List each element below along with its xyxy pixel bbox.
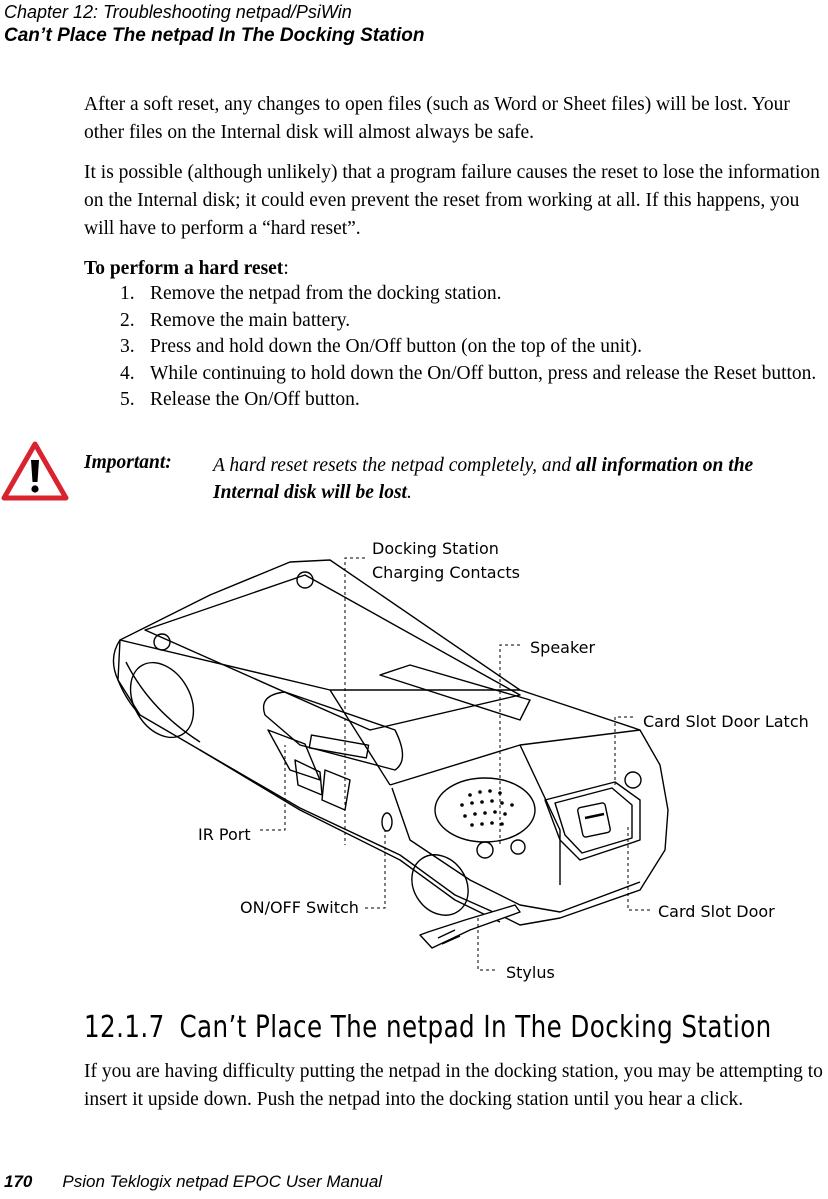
paragraph-docking-help: If you are having difficulty putting the netpad in the docking station, you may be attempting to insert it upside down. Push the netpad into the docking station until you hear a click. bbox=[84, 1061, 823, 1110]
step-text: Release the On/Off button. bbox=[150, 389, 360, 411]
procedure-title bbox=[84, 255, 289, 283]
device-outline bbox=[113, 560, 668, 948]
procedure-step bbox=[120, 308, 820, 333]
step-text: Press and hold down the On/Off button (on the top of the unit). bbox=[150, 336, 642, 358]
procedure-step bbox=[120, 334, 820, 359]
section-heading bbox=[84, 1010, 772, 1045]
procedure-steps bbox=[120, 281, 820, 414]
step-number: 3. bbox=[120, 336, 135, 358]
label-docking-station-line1: Docking Station bbox=[372, 539, 499, 558]
label-on-off-switch: ON/OFF Switch bbox=[240, 898, 359, 917]
step-number: 2. bbox=[120, 309, 135, 331]
page-footer bbox=[4, 1172, 382, 1192]
running-header-chapter: Chapter 12: Troubleshooting netpad/PsiWin bbox=[4, 2, 352, 22]
procedure-step bbox=[120, 361, 820, 386]
label-speaker: Speaker bbox=[530, 638, 596, 657]
step-number: 5. bbox=[120, 389, 135, 411]
important-text-end: . bbox=[406, 482, 412, 503]
label-docking-station-line2: Charging Contacts bbox=[372, 563, 520, 582]
important-text-bold: all information on the Internal disk will be lost bbox=[213, 455, 754, 503]
step-text: Remove the netpad from the docking station. bbox=[150, 283, 502, 304]
warning-triangle-icon bbox=[0, 440, 70, 502]
label-card-slot-door: Card Slot Door bbox=[658, 902, 775, 921]
section-number: 12.1.7 bbox=[84, 1010, 165, 1045]
step-text: While continuing to hold down the On/Off button, press and release the Reset button. bbox=[150, 362, 817, 384]
running-header-section: Can’t Place The netpad In The Docking Station bbox=[4, 25, 425, 46]
section-title: Can’t Place The netpad In The Docking Station bbox=[179, 1010, 772, 1045]
procedure-title-text: To perform a hard reset bbox=[84, 258, 284, 279]
step-number: 1. bbox=[120, 283, 135, 304]
label-card-slot-door-latch: Card Slot Door Latch bbox=[643, 712, 809, 731]
page-number: 170 bbox=[4, 1172, 33, 1191]
paragraph-hard-reset-intro: It is possible (although unlikely) that a program failure causes the reset to lose the information on the Internal disk; it could even prevent the reset from working at all. If this happens, you will have to perform a “hard reset”. bbox=[84, 162, 820, 239]
procedure-title-colon: : bbox=[283, 258, 289, 279]
important-label: Important: bbox=[84, 452, 172, 473]
procedure-step bbox=[120, 387, 820, 412]
step-text: Remove the main battery. bbox=[150, 309, 351, 331]
paragraph-soft-reset: After a soft reset, any changes to open files (such as Word or Sheet files) will be lost. Your other files on the Internal disk will almost always be safe. bbox=[84, 94, 790, 143]
manual-title: Psion Teklogix netpad EPOC User Manual bbox=[62, 1172, 383, 1191]
label-stylus: Stylus bbox=[506, 963, 555, 982]
important-text-plain: A hard reset resets the netpad completely, and bbox=[213, 455, 577, 476]
procedure-step bbox=[120, 281, 820, 306]
label-ir-port: IR Port bbox=[198, 825, 251, 844]
step-number: 4. bbox=[120, 362, 135, 384]
netpad-device-diagram bbox=[0, 520, 828, 1000]
important-text bbox=[213, 452, 813, 506]
